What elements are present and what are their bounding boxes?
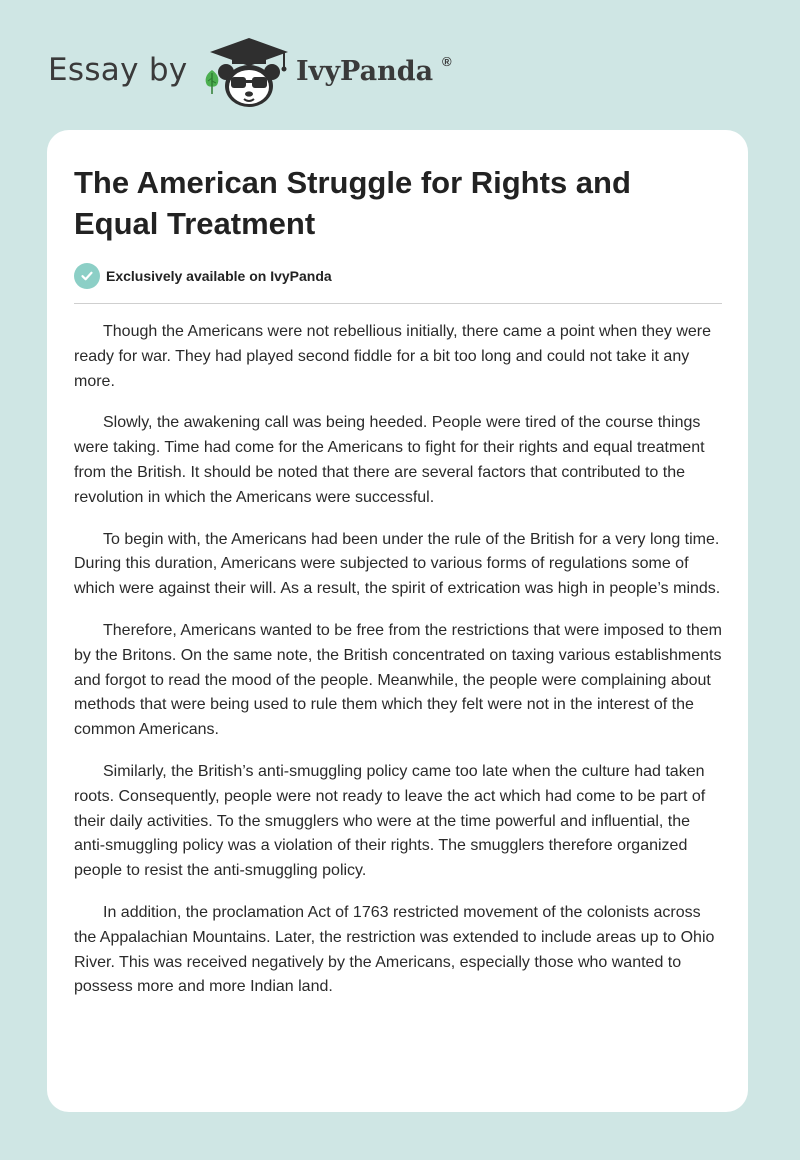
paragraph: Though the Americans were not rebellious initially, there came a point when they were ready for war. They had played second fiddle for a bit too long and could not take it any more.	[74, 323, 712, 390]
exclusive-badge-text: Exclusively available on IvyPanda	[106, 268, 332, 284]
panda-graduate-logo-icon	[206, 36, 292, 110]
exclusive-badge	[74, 263, 332, 289]
check-icon	[74, 263, 100, 289]
paragraph: To begin with, the Americans had been under the rule of the British for a very long time. During this duration, Americans were subjected to various forms of regulations some of which were against their will. As a result, the spirit of extrication was high in people’s minds.	[74, 530, 721, 598]
ivypanda-logo-link[interactable]	[48, 34, 478, 110]
site-header	[48, 34, 508, 110]
paragraph: Similarly, the British’s anti-smuggling policy came too late when the culture had taken roots. Consequently, people were not ready to leave the act which had come to be part of their daily activities. To the smugglers who were at the time powerful and influential, the anti-smuggling policy was a violation of their rights. The smugglers therefore organized people to resist the anti-smuggling policy.	[74, 762, 706, 880]
brand-registered-mark: ®	[442, 54, 452, 69]
essay-by-label: Essay by	[48, 52, 188, 88]
paragraph: Therefore, Americans wanted to be free from the restrictions that were imposed to them by the Britons. On the same note, the British concentrated on taxing various establishments and forgot to read the mood of the people. Meanwhile, the people were complaining about methods that were being used to rule them which they felt were not in the interest of the common Americans.	[74, 621, 722, 739]
essay-body	[74, 320, 722, 1017]
brand-name: IvyPanda	[296, 56, 434, 87]
page-title: The American Struggle for Rights and Equal Treatment	[74, 165, 631, 241]
essay-card	[47, 130, 748, 1112]
paragraph: Slowly, the awakening call was being heeded. People were tired of the course things were taking. Time had come for the Americans to fight for their rights and equal treatment from the British. It should be noted that there are several factors that contributed to the revolution in which the Americans were successful.	[74, 414, 705, 506]
title-divider	[74, 303, 722, 304]
paragraph: In addition, the proclamation Act of 1763 restricted movement of the colonists across the Appalachian Mountains. Later, the restriction was extended to include areas up to Ohio River. This was received negatively by the Americans, especially those who wanted to possess more and more Indian land.	[74, 903, 715, 996]
